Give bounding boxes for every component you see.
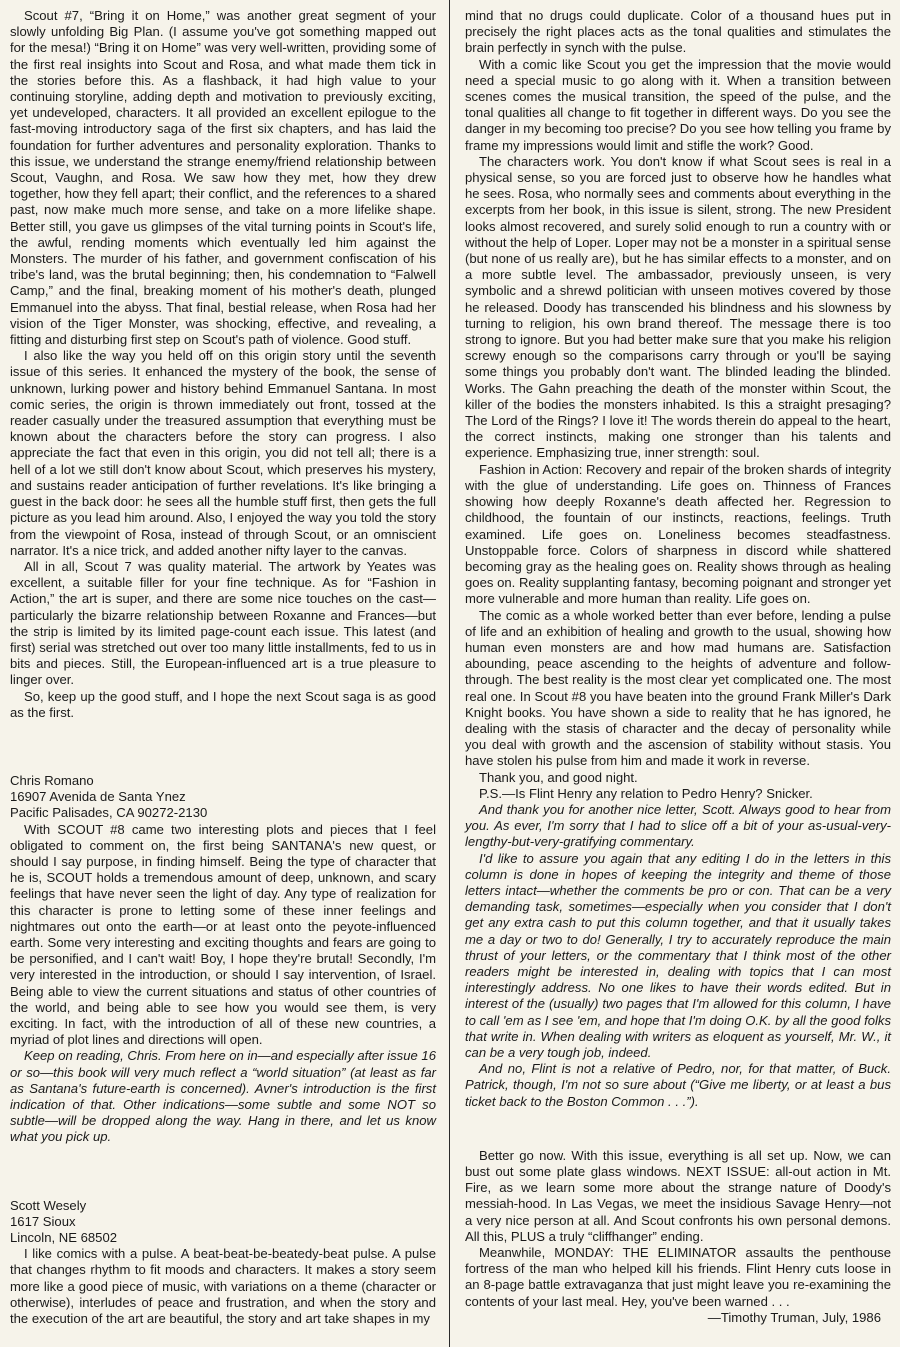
letter2-city: Pacific Palisades, CA 90272-2130: [10, 805, 208, 821]
letter3-postscript: P.S.—Is Flint Henry any relation to Pedro Henry? Snicker.: [479, 785, 813, 801]
letter3-paragraph: Fashion in Action: Recovery and repair of the broken shards of integrity with the glue of understanding. Life goes on. Thinness of Frances showing how deeply Roxanne's death affected her. Regression to childhood, the fountain of our instincts, reactions, feelings. Truth examined. Life goes on. Loneliness becomes steadfastness. Unstoppable force. Colors of sharpness in discord while shattered becoming gray as the healing goes on. Reality shows through as healing goes on. Reality supplanting fantasy, becoming poignant and stronger yet more vulnerable and more human than reality. Life goes on.: [465, 461, 891, 607]
editor-signature: —Timothy Truman, July, 1986: [707, 1309, 881, 1325]
letter2-address: [10, 773, 436, 822]
letter2-street: 16907 Avenida de Santa Ynez: [10, 789, 186, 805]
letter1-paragraph: All in all, Scout 7 was quality material. The artwork by Yeates was excellent, a suitable filler for your fine technique. As for “Fashion in Action,” the art is super, and there are some nice touches on the cast—particularly the bizarre relationship between Roxanne and Frances—but the strip is limited by its limited page-count each issue. This latest (and first) serial was stretched out over too many little installments, fed to us in bits and pieces. Still, the European-influenced art is a true pleasure to linger over.: [10, 558, 436, 688]
letter1-paragraph: Scout #7, “Bring it on Home,” was another great segment of your slowly unfolding Big Plan. (I assume you've got something mapped out for the mesa!) “Bring it on Home” was very well-written, providing some of the first real insights into Scout and Rosa, and what made them tick in the stories before this. As a flashback, it had high value to your continuing storyline, adding depth and motivation to previously exciting, yet undeveloped, characters. It all provided an excellent epilogue to the fast-moving introductory saga of the first six chapters, and has laid the foundation for further adventures and personality exploration. Thanks to this issue, we understand the strange enemy/friend relationship between Scout, Vaughn, and Rosa. We saw how they met, how they drew together, how they fell apart; their conflict, and the references to a shared past, now make much more sense, and take on a more lifelike shape. Better still, you gave us glimpses of the vital turning points in Scout's life, the awful, rending moments which eventually led him against the Monsters. The murder of his father, and government confiscation of his tribe's land, was the brutal beginning; then, his condemnation to “Falwell Camp,” and the final, breaking moment of his mother's death, plunged Emmanuel into the abyss. That final, bestial release, when Rosa had her vision of the Tiger Monster, was shocking, effective, and revealing, a fitting and disturbing first step on Scout's path of violence. Good stuff.: [10, 8, 436, 348]
column-divider: [449, 0, 450, 1347]
letter3-city: Lincoln, NE 68502: [10, 1230, 118, 1246]
letter3-continuation: mind that no drugs could duplicate. Color of a thousand hues put in precisely the right places acts as the tonal qualities and stimulates the brain perfectly in synch with the pulse.: [465, 8, 891, 56]
left-column: [10, 8, 436, 1327]
letter3-reply: And no, Flint is not a relative of Pedro, nor, for that matter, of Buck. Patrick, though, I'm not so sure about (“Give me liberty, or at least a bus ticket back to the Boston Common . . .”).: [465, 1061, 891, 1109]
letter2-body: With SCOUT #8 came two interesting plots and pieces that I feel obligated to comment on, the first being SANTANA's new quest, or should I say purpose, in finding himself. Being the type of character that he is, SCOUT holds a tremendous amount of deep, unknown, and scary feelings that have never seen the light of day. Any type of realization for this character is prone to letting some of these inner feelings and nightmares out onto the earth—or at least onto the peyote-influenced earth. Some very interesting and exciting thoughts and fears are going to be personified, and I can't wait! Boy, I hope they're brutal! Secondly, I'm very interested in the introduction, or should I say intervention, of Israel. Being able to view the current situations and status of other countries of the world, and being able to see how you would see them, is very exciting. In fact, with the introduction of all of these new countries, a myriad of plot lines and directions will open.: [10, 821, 436, 1048]
closing-paragraph: Better go now. With this issue, everything is all set up. Now, we can bust out some plate glass windows. NEXT ISSUE: all-out action in Mt. Fire, as we learn some more about the strange nature of Doody's messiah-hood. In Las Vegas, we meet the insidious Savage Henry—not a very nice person at all. And Scout confronts his own personal demons. All this, PLUS a truly “cliffhanger” ending.: [465, 1147, 891, 1244]
letter3-street: 1617 Sioux: [10, 1213, 76, 1229]
letter3-reply: And thank you for another nice letter, Scott. Always good to hear from you. As ever, I'm sorry that I had to slice off a bit of your as-usual-very-lengthy-but-very-gratifying commentary.: [465, 801, 891, 850]
letter3-name: Scott Wesely: [10, 1197, 87, 1213]
letter3-paragraph: The characters work. You don't know if what Scout sees is real in a physical sense, so you are forced just to observe how he handles what he sees. Rosa, who normally sees and comments about everything in the excerpts from her book, in this issue is silent, strong. The new President looks almost recovered, and surely solid enough to run a country with or without the help of Loper. Loper may not be a monster in a spiritual sense (but none of us really are), but he has similar effects to a monster, and on a more subtle level. The ambassador, previously unseen, is very symbolic and a shrewd politician with unseen motives covered by those he released. Doody has transcended his blindness and his slowness by turning to religion, his own brand thereof. The message there is too strong to ignore. But you had better make sure that you make his religion screwy enough so the comparisons carry through or you'll be saying some things you probably don't want. The blinded leading the blinded. Works. The Gahn preaching the death of the monster within Scout, the killer of the bodies the monsters inhabited. Is this a straight presaging? The Lord of the Rings? I love it! The words therein do appeal to the heart, the correct instincts, making one stronger than his talents and experience. Emphasizing true, inner strength: soul.: [465, 153, 891, 461]
letter3-body-start: I like comics with a pulse. A beat-beat-be-beatedy-beat pulse. A pulse that changes rhythm to fit moods and characters. It makes a story seem more like a good piece of music, with variations on a theme (character or otherwise), interludes of peace and frustration, and when the story and the execution of the art are beautiful, the story and art take shapes in my: [10, 1246, 436, 1327]
letter3-address: [10, 1198, 436, 1247]
letter1-paragraph: I also like the way you held off on this origin story until the seventh issue of this series. It enhanced the mystery of the book, the sense of unknown, lurking power and history behind Emmanuel Santana. In most comic series, the origin is thrown immediately out front, tossed at the reader casually under the treasured assumption that everything must be known about the characters before the story can progress. I also appreciate the fact that even in this origin, you did not tell all; there is a hell of a lot we still don't know about Scout, which preserves his mystery, and sustains reader anticipation of further revelations. It's like bringing a guest in the back door: he sees all the humble stuff first, then gets the full picture as you lead him around. Also, I enjoyed the way you told the story from the viewpoint of Rosa, instead of through Scout, or an omniscient narrator. It's a nice trick, and added another nifty layer to the canvas.: [10, 348, 436, 558]
letter3-paragraph: The comic as a whole worked better than ever before, lending a pulse of life and an exhibition of healing and growth to the usual, showing how human even monsters are and how mad humans are. Satisfaction abounding, peace ascending to the heights of adventure and follow-through. The best reality is the most clear yet complicated one. The most real one. In Scout #8 you have beaten into the ground Frank Miller's Dark Knight books. You have shown a side to reality that he has ignored, he dealing with the stasis of character and the decay of personality while you deal with growth and the ascension of stability without stasis. You have stolen his pulse from him and made it work in reverse.: [465, 607, 891, 769]
letter2-name: Chris Romano: [10, 772, 94, 788]
letter3-reply: I'd like to assure you again that any editing I do in the letters in this column is done in hopes of keeping the integrity and theme of those letters intact—whether the comments be pro or con. That can be a very demanding task, sometimes—especially when you consider that I don't get any extra cash to put this column together, and that it usually takes me a day or two to do! Generally, I try to accurately reproduce the main thrust of your letters, or the commentary that I think most of the other readers might be interested in, dealing with topics that I can most interestingly address. No one likes to have their words edited. But in interest of the (usually) two pages that I'm allowed for this column, I have to call 'em as I see 'em, and hope that I'm doing O.K. by all the good folks that write in. When dealing with writers as eloquent as yourself, Mr. W., it can be a very tough job, indeed.: [465, 850, 891, 1060]
letter2-reply: Keep on reading, Chris. From here on in—and especially after issue 16 or so—this book will very much reflect a “world situation” (at least as far as Santana's future-earth is concerned). Avner's introduction is the first indication of that. Other indications—some subtle and some NOT so subtle—will be dropped along the way. Hang in there, and let us know what you pick up.: [10, 1048, 436, 1145]
closing-paragraph: Meanwhile, MONDAY: THE ELIMINATOR assaults the penthouse fortress of the man who helped kill his friends. Flint Henry cuts loose in an 8-page battle extravaganza that just might leave you re-examining the contents of your last meal. Hey, you've been warned . . .: [465, 1245, 891, 1309]
letter1-paragraph: So, keep up the good stuff, and I hope the next Scout saga is as good as the first.: [10, 688, 436, 720]
right-column: [465, 8, 891, 1326]
letter3-signoff: Thank you, and good night.: [479, 769, 638, 785]
letter3-paragraph: With a comic like Scout you get the impression that the movie would need a special music to go along with it. When a transition between scenes comes the musical transition, the speed of the pulse, and the tonal qualities all change to fit together in different ways. Do you see the danger in my becoming too precise? Do you see how telling you frame by frame my impressions would limit and stifle the work? Good.: [465, 56, 891, 153]
